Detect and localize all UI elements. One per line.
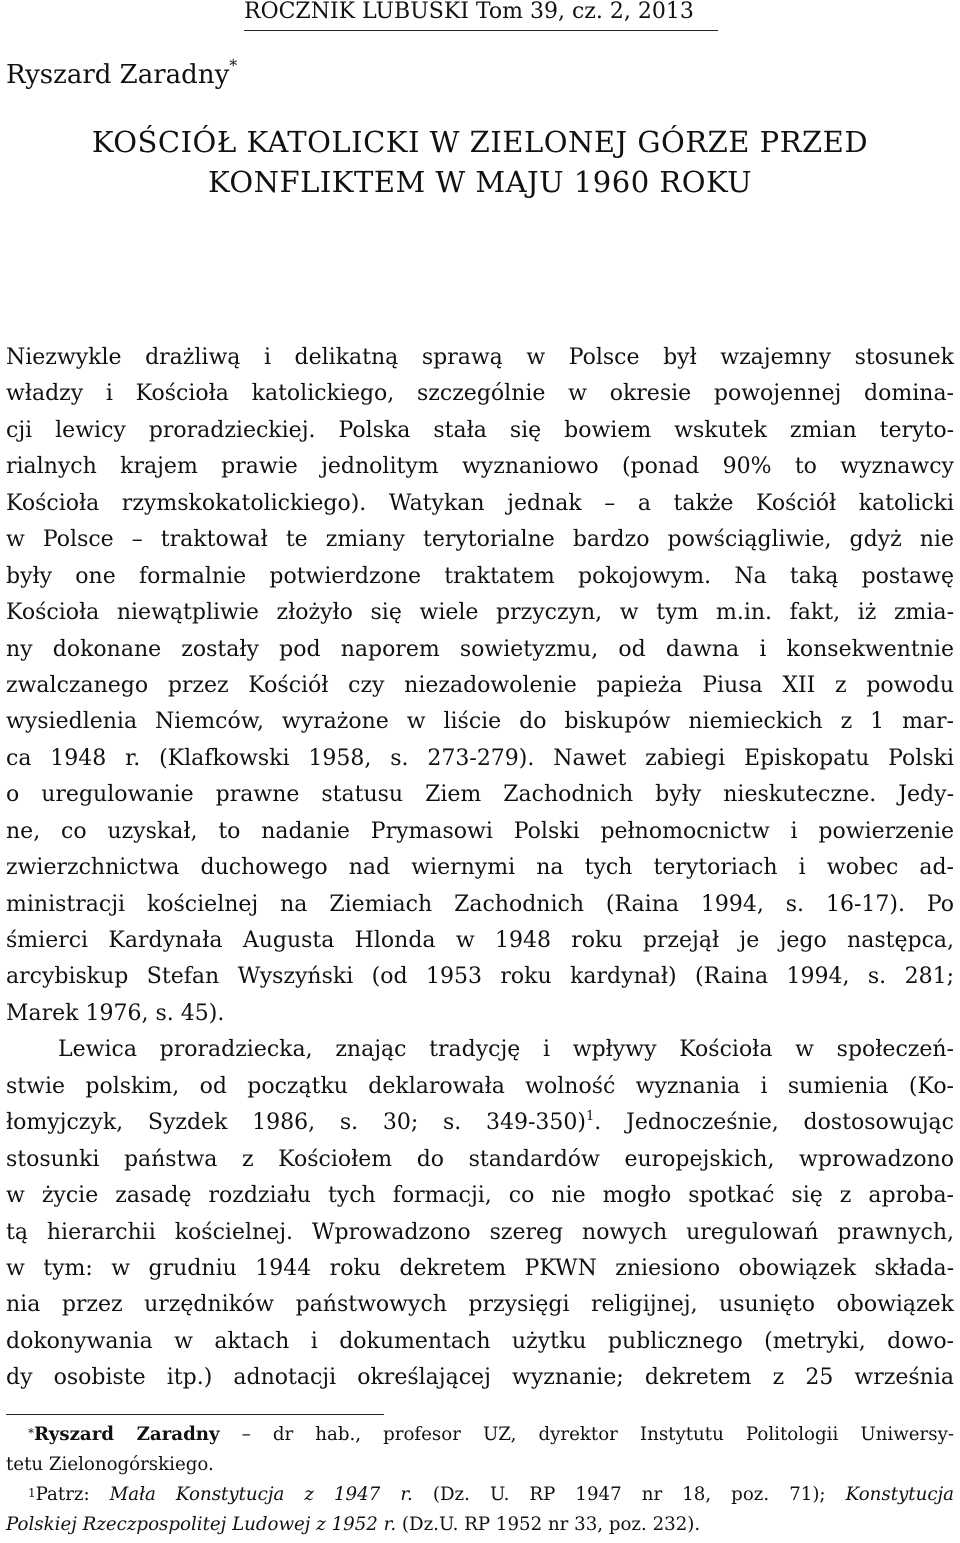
body-line: dokonywania w aktach i dokumentach użytku publicznego (metryki, dowo-: [6, 1328, 954, 1354]
body-line-part: łomyjczyk, Syzdek 1986, s. 30; s. 349-350): [6, 1110, 586, 1136]
author-text: Ryszard Zaradny: [6, 60, 230, 90]
footnote-text: (Dz. U. RP 1947 nr 18, poz. 71);: [412, 1484, 846, 1505]
footnote-text: Patrz:: [35, 1484, 110, 1505]
article-title: [0, 122, 960, 202]
footnote-cited-title: Polskiej Rzeczpospolitej Ludowej z 1952 r.: [6, 1514, 397, 1535]
title-line: KOŚCIÓŁ KATOLICKI W ZIELONEJ GÓRZE PRZED: [91, 125, 869, 159]
body-line: stosunki państwa z Kościołem do standardów europejskich, wprowadzono: [6, 1146, 954, 1172]
body-line: w życie zasadę rozdziału tych formacji, co nie mogło spotkać się z aproba-: [6, 1183, 954, 1209]
author-footnote-mark: *: [229, 56, 238, 75]
body-line: wysiedlenia Niemców, wyrażone w liście do biskupów niemieckich z 1 mar-: [6, 709, 954, 735]
footnote-author: [6, 1420, 954, 1450]
body-line: nia przez urzędników państwowych przysięgi religijnej, usunięto obowiązek: [6, 1292, 954, 1318]
footnotes: [6, 1420, 954, 1540]
body-line: dy osobiste itp.) adnotacji określającej wyznanie; dekretem z 25 września: [6, 1365, 954, 1391]
body-line: władzy i Kościoła katolickiego, szczególnie w okresie powojennej domina-: [6, 381, 954, 407]
footnote-ref-1[interactable]: 1: [586, 1109, 595, 1125]
author-name: [6, 56, 238, 90]
body-line: Kościoła niewątpliwie złożyło się wiele przyczyn, w tym m.in. fakt, iż zmia-: [6, 600, 954, 626]
body-line: tą hierarchii kościelnej. Wprowadzono szereg nowych uregulowań prawnych,: [6, 1219, 954, 1245]
title-line: KONFLIKTEM W MAJU 1960 ROKU: [207, 165, 753, 199]
footnote-cited-title: Konstytucja: [845, 1484, 954, 1505]
footnote-separator: [6, 1414, 384, 1415]
article-body: [6, 340, 954, 1397]
body-line: o uregulowanie prawne statusu Ziem Zachodnich były nieskuteczne. Jedy-: [6, 782, 954, 808]
body-line: Marek 1976, s. 45).: [6, 1000, 225, 1026]
footnote-text: – dr hab., profesor UZ, dyrektor Instytutu Politologii Uniwersy-: [219, 1424, 954, 1445]
footnote-mark: 1: [28, 1486, 36, 1500]
footnote-1-cont: [6, 1510, 954, 1540]
footnote-text: (Dz.U. RP 1952 nr 33, poz. 232).: [396, 1514, 701, 1535]
footnote-author-name: Ryszard Zaradny: [34, 1424, 220, 1445]
footnote-text-line: tetu Zielonogórskiego.: [6, 1454, 214, 1475]
body-line: w Polsce – traktował te zmiany terytorialne bardzo powściągliwie, gdyż nie: [6, 527, 954, 553]
body-line-with-footnote-ref: [6, 1105, 954, 1141]
body-line: w tym: w grudniu 1944 roku dekretem PKWN zniesiono obowiązek składa-: [6, 1255, 954, 1281]
body-line: zwalczanego przez Kościół czy niezadowolenie papieża Piusa XII z powodu: [6, 672, 954, 698]
body-line: arcybiskup Stefan Wyszyński (od 1953 roku kardynał) (Raina 1994, s. 281;: [6, 964, 954, 990]
body-line: ne, co uzyskał, to nadanie Prymasowi Polski pełnomocnictw i powierzenie: [6, 818, 954, 844]
body-line: stwie polskim, od początku deklarowała wolność wyznania i sumienia (Ko-: [6, 1073, 954, 1099]
body-line: były one formalnie potwierdzone traktatem pokojowym. Na taką postawę: [6, 563, 954, 589]
body-line-part: . Jednocześnie, dostosowując: [594, 1110, 954, 1136]
footnote-mark: *: [28, 1426, 34, 1440]
body-line: śmierci Kardynała Augusta Hlonda w 1948 roku przejął je jego następca,: [6, 928, 954, 953]
body-line: Niezwykle drażliwą i delikatną sprawą w Polsce był wzajemny stosunek: [6, 345, 954, 370]
body-line: Lewica proradziecka, znając tradycję i wpływy Kościoła w społeczeń-: [58, 1037, 954, 1063]
body-line: rialnych krajem prawie jednolitym wyznaniowo (ponad 90% to wyznawcy: [6, 454, 954, 480]
footnote-cited-title: Mała Konstytucja z 1947 r.: [109, 1484, 413, 1505]
body-line: Kościoła rzymskokatolickiego). Watykan jednak – a także Kościół katolicki: [6, 490, 954, 516]
body-line: cji lewicy proradzieckiej. Polska stała się bowiem wskutek zmian teryto-: [6, 417, 954, 443]
body-line: ny dokonane zostały pod naporem sowietyzmu, od dawna i konsekwentnie: [6, 636, 954, 662]
body-line: ministracji kościelnej na Ziemiach Zachodnich (Raina 1994, s. 16-17). Po: [6, 891, 954, 917]
footnote-1: [6, 1480, 954, 1510]
body-line: ca 1948 r. (Klafkowski 1958, s. 273-279). Nawet zabiegi Episkopatu Polski: [6, 745, 954, 771]
running-head: ROCZNIK LUBUSKI Tom 39, cz. 2, 2013: [244, 0, 718, 31]
body-line: zwierzchnictwa duchowego nad wiernymi na tych terytoriach i wobec ad-: [6, 855, 954, 881]
